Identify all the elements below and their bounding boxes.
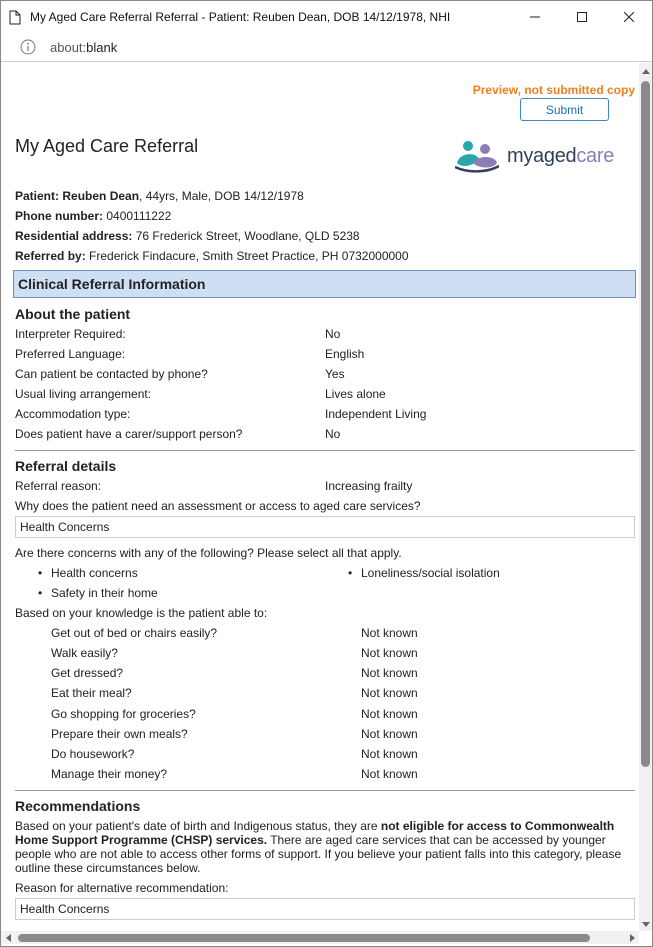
url-host: blank [86,39,118,55]
concern-item: • Loneliness/social isolation [361,566,500,580]
address-bar[interactable] [1,33,652,62]
ability-question: Based on your knowledge is the patient able to: [15,606,268,620]
about-row: Interpreter Required: No [15,327,341,341]
minimize-button[interactable] [511,1,558,33]
referrer-line: Referred by: Frederick Findacure, Smith Street Practice, PH 0732000000 [15,249,409,263]
concern-item: • Health concerns [51,566,138,580]
scroll-up-arrow-icon[interactable] [642,69,650,74]
scroll-left-arrow-icon[interactable] [6,934,11,942]
patient-details: , 44yrs, Male, DOB 14/12/1978 [139,189,304,203]
referral-details-heading: Referral details [15,458,117,474]
maximize-button[interactable] [558,1,605,33]
ability-row: Get out of bed or chairs easily? Not known [51,626,418,640]
info-icon[interactable] [20,39,36,55]
about-row: Preferred Language: English [15,347,365,361]
ability-row: Go shopping for groceries? Not known [51,707,418,721]
logo-word-care: care [576,144,615,167]
ability-row: Manage their money? Not known [51,767,418,781]
scroll-down-arrow-icon[interactable] [642,922,650,927]
patient-line: Patient: Reuben Dean, 44yrs, Male, DOB 14/12/1978 [15,189,304,203]
address-line: Residential address: 76 Frederick Street, Woodlane, QLD 5238 [15,229,360,243]
ineligibility-notice: not eligible for access to Commonwealth Home Support Programme (CHSP) services. [15,819,615,847]
about-row: Usual living arrangement: Lives alone [15,387,386,401]
referrer-value: Frederick Findacure, Smith Street Practice, PH 0732000000 [85,249,409,263]
why-question: Why does the patient need an assessment or access to aged care services? [15,499,421,513]
phone-line: Phone number: 0400111222 [15,209,172,223]
close-icon [624,12,634,22]
people-logo-icon [455,139,499,173]
about-row: Accommodation type: Independent Living [15,407,427,421]
window-title: My Aged Care Referral Referral - Patient: Reuben Dean, DOB 14/12/1978, NHI [30,10,451,24]
section-divider [15,790,635,791]
why-answer-field: Health Concerns [15,516,635,538]
close-button[interactable] [605,1,652,33]
recommendations-heading: Recommendations [15,798,141,814]
scroll-right-arrow-icon[interactable] [630,934,635,942]
horizontal-scrollbar[interactable] [1,931,639,944]
alt-reason-label: Reason for alternative recommendation: [15,881,229,895]
my-aged-care-logo [455,139,614,173]
minimize-icon [530,12,540,22]
ability-row: Prepare their own meals? Not known [51,727,418,741]
url-text[interactable] [50,40,117,55]
about-row: Does patient have a carer/support person? No [15,427,341,441]
concerns-question: Are there concerns with any of the following? Please select all that apply. [15,546,402,560]
clinical-section-header: Clinical Referral Information [13,270,636,298]
page-viewport [1,63,639,931]
address-value: 76 Frederick Street, Woodlane, QLD 5238 [132,229,360,243]
patient-summary [15,186,409,266]
referral-reason-row: Referral reason: Increasing frailty [15,479,413,493]
maximize-icon [577,12,587,22]
recommendation-paragraph: Based on your patient's date of birth and Indigenous status, they are not eligible for access to Commonwealth Home Support Programme (CHSP) services. There are aged care services that can be accessed by younger people who are not able to access other forms of support. If you believe your patient falls into this category, please outline these circumstances below. [15,819,622,875]
ability-row: Do housework? Not known [51,747,418,761]
ability-row: Walk easily? Not known [51,646,418,660]
about-patient-heading: About the patient [15,306,131,322]
phone-value: 0400111222 [103,209,172,223]
concern-item: • Safety in their home [51,586,158,600]
ability-row: Get dressed? Not known [51,666,418,680]
vertical-scrollbar[interactable] [639,63,652,931]
page-title: My Aged Care Referral [15,136,199,156]
document-icon [9,10,21,25]
preview-note: Preview, not submitted copy [472,83,635,97]
section-divider [15,450,635,451]
title-bar [1,1,652,33]
about-row: Can patient be contacted by phone? Yes [15,367,345,381]
ability-row: Eat their meal? Not known [51,686,418,700]
patient-name: Reuben Dean [62,189,140,203]
submit-button[interactable]: Submit [520,98,609,121]
vertical-scroll-thumb[interactable] [641,81,650,767]
url-scheme: about: [50,39,87,55]
alt-reason-field: Health Concerns [15,898,635,920]
logo-word-myaged: myaged [507,144,577,167]
horizontal-scroll-thumb[interactable] [18,934,590,942]
